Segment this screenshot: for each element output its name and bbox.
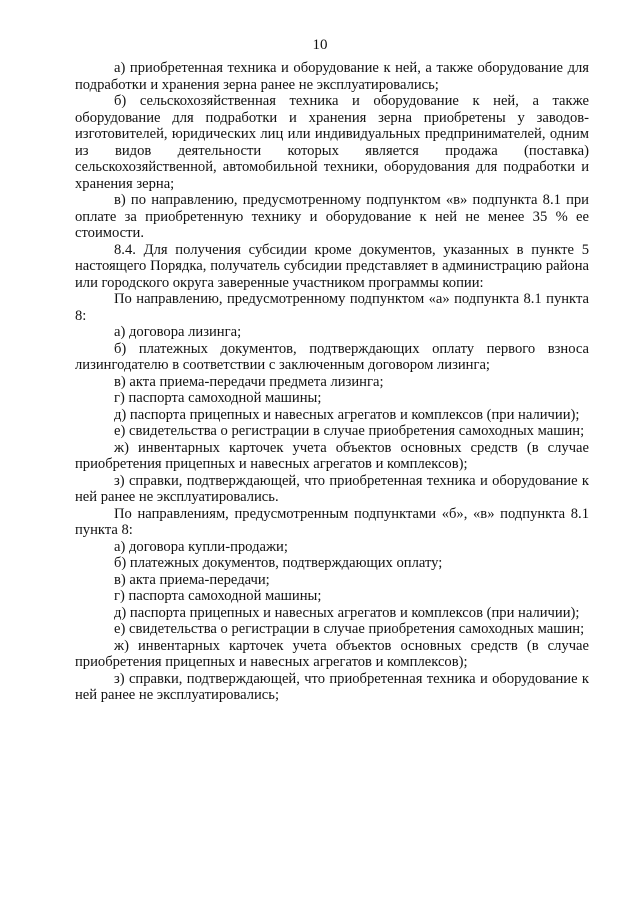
list-item-purchase-contract: а) договора купли-продажи; bbox=[114, 538, 288, 555]
paragraph-condition-v: в) по направлению, предусмотренному подпунктом «в» подпункта 8.1 при оплате за приобретенную технику и оборудование к ней не менее 35 % ее стоимости. bbox=[75, 192, 589, 241]
list-item-leasing-transfer-act: в) акта приема-передачи предмета лизинга; bbox=[114, 373, 384, 390]
list-item-trailed-units-passport: д) паспорта прицепных и навесных агрегатов и комплексов (при наличии); bbox=[114, 406, 580, 423]
list-item-leasing-contract: а) договора лизинга; bbox=[114, 324, 242, 340]
document-body bbox=[75, 60, 589, 704]
list-item-not-used-certificate-2: з) справки, подтверждающей, что приобретенная техника и оборудование к ней ранее не эксплуатировались; bbox=[75, 670, 589, 703]
list-item-inventory-cards-2: ж) инвентарных карточек учета объектов основных средств (в случае приобретения прицепных и навесных агрегатов и комплексов); bbox=[75, 637, 589, 670]
list-item-payment-documents: б) платежных документов, подтверждающих оплату; bbox=[114, 555, 443, 571]
paragraph-condition-a: а) приобретенная техника и оборудование к ней, а также оборудование для подработки и хранения зерна ранее не эксплуатировались; bbox=[75, 60, 589, 93]
list-item-not-used-certificate: з) справки, подтверждающей, что приобретенная техника и оборудование к ней ранее не эксплуатировались. bbox=[75, 472, 589, 505]
list-item-transfer-act: в) акта приема-передачи; bbox=[114, 571, 270, 588]
paragraph-direction-b-v-heading: По направлениям, предусмотренным подпунктами «б», «в» подпункта 8.1 пункта 8: bbox=[75, 505, 589, 538]
list-item-registration-certificate: е) свидетельства о регистрации в случае приобретения самоходных машин; bbox=[114, 423, 585, 439]
paragraph-direction-a-heading: По направлению, предусмотренному подпунктом «а» подпункта 8.1 пункта 8: bbox=[75, 291, 589, 324]
list-item-inventory-cards: ж) инвентарных карточек учета объектов основных средств (в случае приобретения прицепных и навесных агрегатов и комплексов); bbox=[75, 439, 589, 472]
list-item-registration-certificate-2: е) свидетельства о регистрации в случае приобретения самоходных машин; bbox=[114, 621, 585, 637]
paragraph-condition-b: б) сельскохозяйственная техника и оборудование к ней, а также оборудование для подработки и хранения зерна приобретены у заводов-изготовителей, юридических лиц или индивидуальных предпринимателей, одним из видов деятельности которых является продажа (поставка) сельскохозяйственной, автомобильной техники, оборудования для подработки и хранения зерна; bbox=[75, 93, 589, 192]
page-number: 10 bbox=[312, 37, 328, 53]
list-item-payment-documents-leasing: б) платежных документов, подтверждающих оплату первого взноса лизингодателю в соответствии с заключенным договором лизинга; bbox=[75, 340, 589, 373]
list-item-self-propelled-passport: г) паспорта самоходной машины; bbox=[114, 390, 322, 406]
list-item-self-propelled-passport-2: г) паспорта самоходной машины; bbox=[114, 588, 322, 604]
list-item-trailed-units-passport-2: д) паспорта прицепных и навесных агрегатов и комплексов (при наличии); bbox=[114, 604, 580, 621]
paragraph-section-8-4: 8.4. Для получения субсидии кроме документов, указанных в пункте 5 настоящего Порядка, получатель субсидии представляет в администрацию района или городского округа заверенные участником программы копии: bbox=[75, 241, 589, 291]
